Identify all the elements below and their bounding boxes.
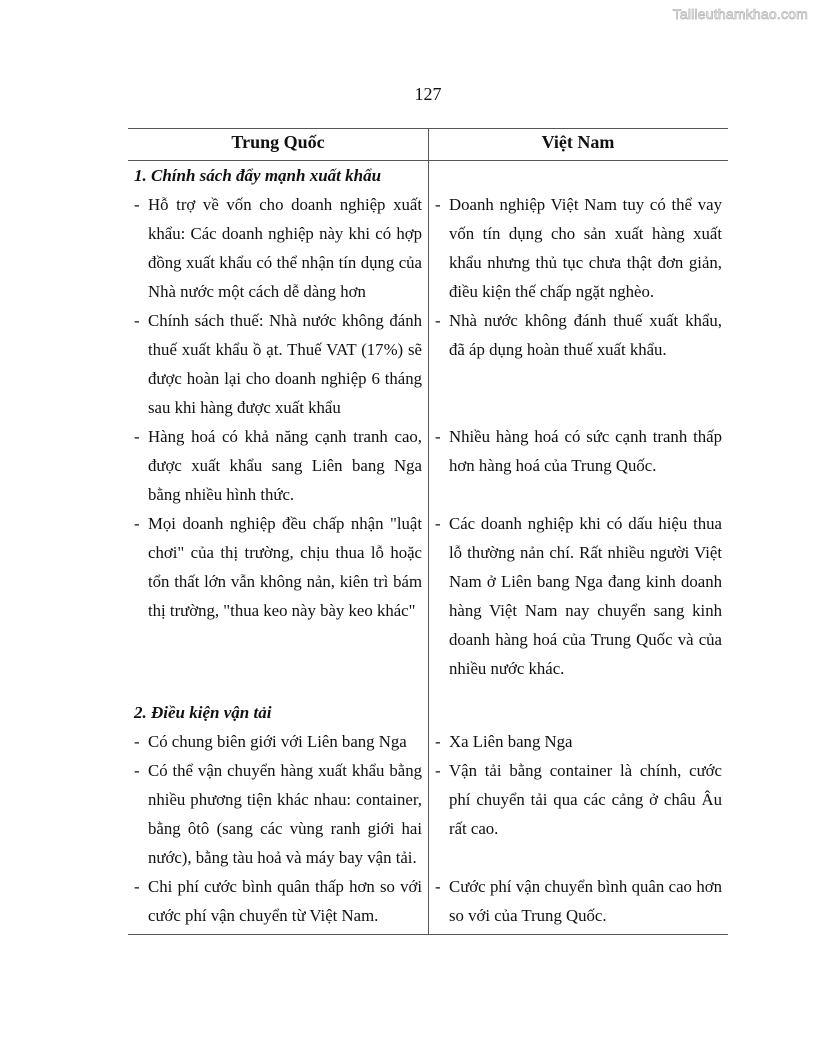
row-left-text: Mọi doanh nghiệp đều chấp nhận "luật chơi" của thị trường, chịu thua lỗ hoặc tổn thất lớn vẫn không nản, kiên trì bám thị trường, "thua keo này bày keo khác" [148, 514, 422, 620]
row-left-text: Chính sách thuế: Nhà nước không đánh thuế xuất khẩu ồ ạt. Thuế VAT (17%) sẽ được hoàn lại cho doanh nghiệp 6 tháng sau khi hàng được xuất khẩu [148, 311, 422, 417]
row-left-text: Có chung biên giới với Liên bang Nga [148, 732, 407, 751]
comparison-table [128, 128, 728, 935]
row-right-text: Vận tải bằng container là chính, cước phí chuyển tải qua các cảng ở châu Âu rất cao. [449, 761, 722, 838]
column-divider [428, 129, 429, 934]
row-right-text: Cước phí vận chuyển bình quân cao hơn so với của Trung Quốc. [449, 877, 722, 925]
table-row: - Hỗ trợ về vốn cho doanh nghiệp xuất khẩu: Các doanh nghiệp này khi có hợp đồng xuất khẩu có thể nhận tín dụng của Nhà nước một cách dễ dàng hơn - Doanh nghiệp Việt Nam tuy có thể vay vốn tín dụng cho sản xuất hàng xuất khẩu nhưng thủ tục chưa thật đơn giản, điều kiện thế chấp ngặt nghèo. [128, 190, 728, 306]
header-trung-quoc: Trung Quốc [231, 132, 325, 152]
table-row: - Chi phí cước bình quân thấp hơn so với cước phí vận chuyển từ Việt Nam. - Cước phí vận chuyển bình quân cao hơn so với của Trung Quốc. [128, 872, 728, 930]
watermark: Tailieuthamkhao.com [672, 6, 808, 22]
table-row: - Chính sách thuế: Nhà nước không đánh thuế xuất khẩu ồ ạt. Thuế VAT (17%) sẽ được hoàn lại cho doanh nghiệp 6 tháng sau khi hàng được xuất khẩu - Nhà nước không đánh thuế xuất khẩu, đã áp dụng hoàn thuế xuất khẩu. [128, 306, 728, 422]
table-row: - Hàng hoá có khả năng cạnh tranh cao, được xuất khẩu sang Liên bang Nga bằng nhiều hình thức. - Nhiều hàng hoá có sức cạnh tranh thấp hơn hàng hoá của Trung Quốc. [128, 422, 728, 509]
header-viet-nam: Việt Nam [541, 132, 615, 152]
table-row: - Có thể vận chuyển hàng xuất khẩu bằng nhiều phương tiện khác nhau: container, bằng ôtô (sang các vùng ranh giới hai nước), bằng tàu hoả và máy bay vận tải. - Vận tải bằng container là chính, cước phí chuyển tải qua các cảng ở châu Âu rất cao. [128, 756, 728, 872]
row-right-text: Doanh nghiệp Việt Nam tuy có thể vay vốn tín dụng cho sản xuất hàng xuất khẩu nhưng thủ tục chưa thật đơn giản, điều kiện thế chấp ngặt nghèo. [449, 195, 722, 301]
row-right-text: Xa Liên bang Nga [449, 732, 573, 751]
row-left-text: Chi phí cước bình quân thấp hơn so với cước phí vận chuyển từ Việt Nam. [148, 877, 422, 925]
row-left-text: Hàng hoá có khả năng cạnh tranh cao, được xuất khẩu sang Liên bang Nga bằng nhiều hình thức. [148, 427, 422, 504]
section-title: 2. Điều kiện vận tải [134, 703, 272, 722]
row-left-text: Có thể vận chuyển hàng xuất khẩu bằng nhiều phương tiện khác nhau: container, bằng ôtô (sang các vùng ranh giới hai nước), bằng tàu hoả và máy bay vận tải. [148, 761, 422, 867]
row-left-text: Hỗ trợ về vốn cho doanh nghiệp xuất khẩu: Các doanh nghiệp này khi có hợp đồng xuất khẩu có thể nhận tín dụng của Nhà nước một cách dễ dàng hơn [148, 195, 422, 301]
table-row: - Mọi doanh nghiệp đều chấp nhận "luật chơi" của thị trường, chịu thua lỗ hoặc tổn thất lớn vẫn không nản, kiên trì bám thị trường, "thua keo này bày keo khác" - Các doanh nghiệp khi có dấu hiệu thua lỗ thường nản chí. Rất nhiều người Việt Nam ở Liên bang Nga đang kinh doanh hàng Việt Nam nay chuyển sang kinh doanh hàng hoá của Trung Quốc và của nhiều nước khác. [128, 509, 728, 683]
row-right-text: Nhà nước không đánh thuế xuất khẩu, đã áp dụng hoàn thuế xuất khẩu. [449, 311, 722, 359]
page-number: 127 [414, 84, 442, 104]
section-title: 1. Chính sách đẩy mạnh xuất khẩu [134, 166, 382, 185]
table-row: - Có chung biên giới với Liên bang Nga - Xa Liên bang Nga [128, 727, 728, 756]
row-right-text: Các doanh nghiệp khi có dấu hiệu thua lỗ thường nản chí. Rất nhiều người Việt Nam ở Liên bang Nga đang kinh doanh hàng Việt Nam nay chuyển sang kinh doanh hàng hoá của Trung Quốc và của nhiều nước khác. [449, 514, 722, 678]
row-right-text: Nhiều hàng hoá có sức cạnh tranh thấp hơn hàng hoá của Trung Quốc. [449, 427, 722, 475]
